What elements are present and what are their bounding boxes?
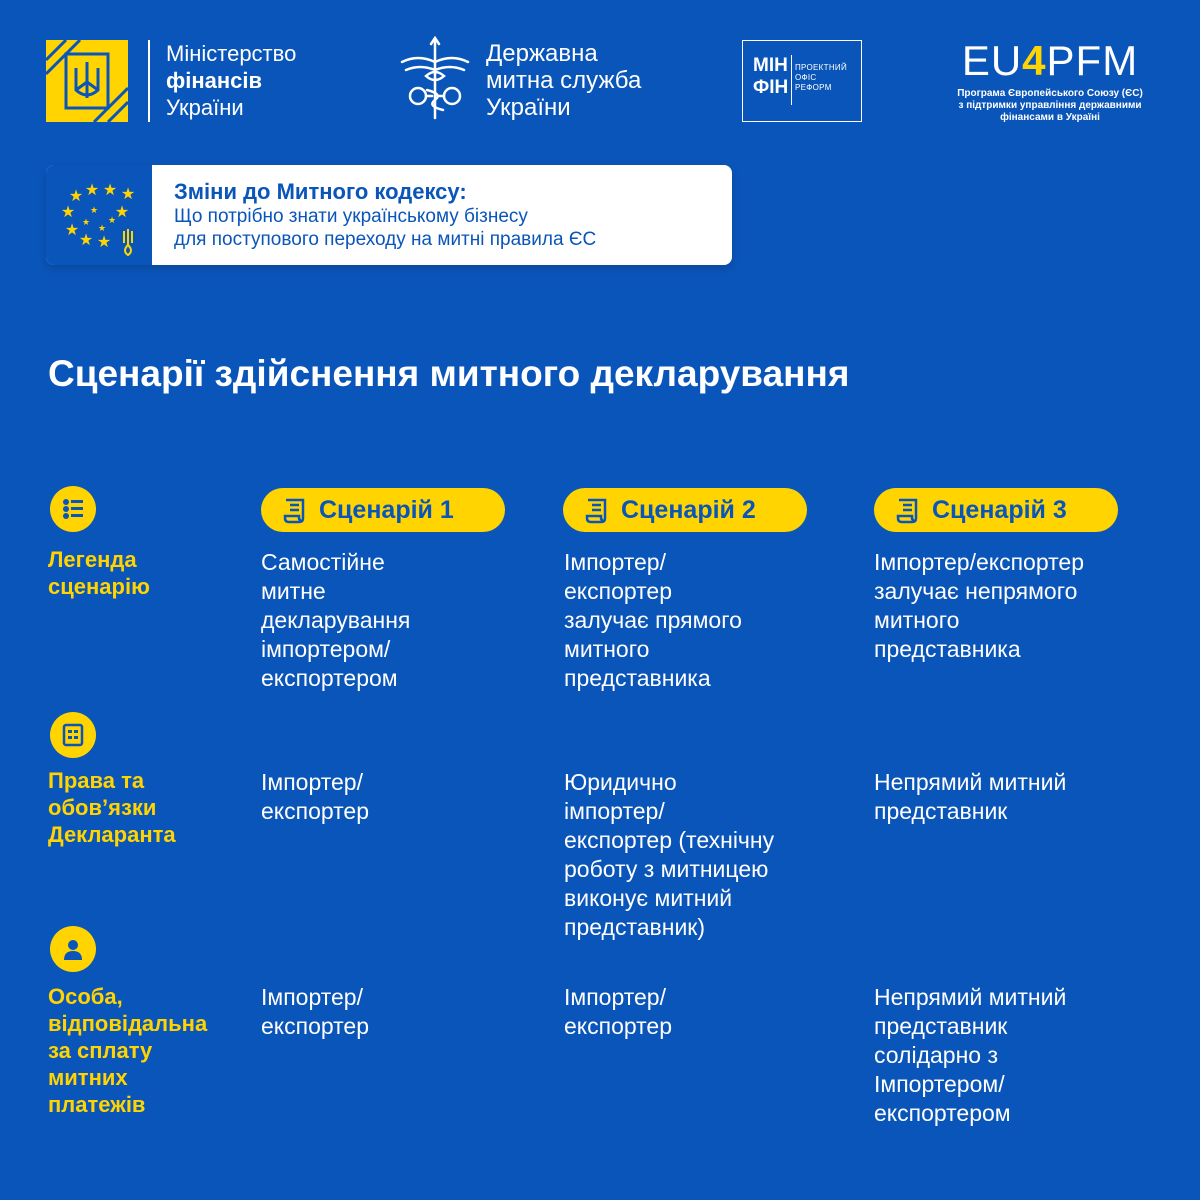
svg-text:★: ★ xyxy=(64,220,80,239)
customs-emblem-icon xyxy=(398,36,472,122)
reform-office-small-text xyxy=(795,63,847,93)
eu-flag xyxy=(46,165,152,265)
row-label-line: Права та xyxy=(48,768,145,793)
document-icon xyxy=(50,712,96,758)
cell-line: експортером xyxy=(874,1100,1011,1126)
cell-line: експортер xyxy=(261,1013,370,1039)
cell-line: Імпортер/ xyxy=(261,769,363,795)
scenario-3-label: Сценарій 3 xyxy=(932,496,1067,524)
row-label-payer xyxy=(48,983,207,1118)
eu4pfm-sub1: Програма Європейського Союзу (ЄС) xyxy=(957,88,1143,99)
svg-text:★: ★ xyxy=(81,218,91,228)
title-banner xyxy=(46,165,732,265)
customs-line2: митна служба xyxy=(486,67,642,94)
reform-office-big1: МІН xyxy=(753,55,788,76)
row-label-line: Особа, xyxy=(48,984,123,1009)
cell-line: експортер xyxy=(564,1013,673,1039)
eu4pfm-wordmark xyxy=(940,38,1160,84)
cell-line: Непрямий митний xyxy=(874,984,1067,1010)
cell-line: експортер xyxy=(261,798,370,824)
cell-line: Імпортер/ xyxy=(564,549,666,575)
row-label-line: митних xyxy=(48,1065,128,1090)
eu4pfm-logo xyxy=(940,38,1160,124)
row-label-line: за сплату xyxy=(48,1038,153,1063)
cell-line: експортером xyxy=(261,665,398,691)
trident-icon xyxy=(46,40,128,122)
cell-r3-c2 xyxy=(564,983,672,1041)
svg-text:★: ★ xyxy=(102,180,118,199)
cell-line: Непрямий митний xyxy=(874,769,1067,795)
customs-line3: України xyxy=(486,94,571,121)
cell-line: митного xyxy=(874,607,960,633)
cell-line: Імпортер/експортер xyxy=(874,549,1084,575)
banner-line2: Що потрібно знати українському бізнесу xyxy=(174,206,528,227)
cell-r1-c1 xyxy=(261,548,410,693)
cell-line: виконує митний xyxy=(564,885,733,911)
cell-line: залучає прямого xyxy=(564,607,742,633)
eu4pfm-four: 4 xyxy=(1022,37,1047,84)
cell-r1-c3 xyxy=(874,548,1084,664)
reform-office-small3: РЕФОРМ xyxy=(795,83,832,92)
cell-line: експортер xyxy=(564,578,673,604)
cell-line: представника xyxy=(874,636,1021,662)
customs-logo-text xyxy=(486,40,641,121)
svg-text:★: ★ xyxy=(68,186,84,205)
cell-line: представник) xyxy=(564,914,706,940)
cell-line: роботу з митницею xyxy=(564,856,769,882)
scroll-icon xyxy=(583,496,611,524)
banner-text xyxy=(174,179,596,251)
cell-r2-c3 xyxy=(874,768,1066,826)
cell-line: Самостійне xyxy=(261,549,385,575)
row-label-line: сценарію xyxy=(48,574,150,599)
customs-line1: Державна xyxy=(486,40,598,67)
cell-r2-c1 xyxy=(261,768,369,826)
eu4pfm-subtitle xyxy=(940,88,1160,124)
row-label-line: відповідальна xyxy=(48,1011,208,1036)
svg-text:★: ★ xyxy=(107,216,117,226)
cell-line: Імпортер/ xyxy=(564,984,666,1010)
cell-line: Юридично xyxy=(564,769,677,795)
minfin-divider xyxy=(148,40,150,122)
reform-office-small1: ПРОЕКТНИЙ xyxy=(795,63,847,72)
cell-line: солідарно з xyxy=(874,1042,999,1068)
banner-line3: для поступового переходу на митні правила ЄС xyxy=(174,229,597,250)
minfin-line1: Міністерство xyxy=(166,41,297,66)
cell-line: представника xyxy=(564,665,711,691)
scenario-2-pill xyxy=(563,488,807,532)
cell-line: представник xyxy=(874,798,1008,824)
svg-text:★: ★ xyxy=(60,202,76,221)
row-label-line: платежів xyxy=(48,1092,146,1117)
list-icon xyxy=(50,486,96,532)
scroll-icon xyxy=(894,496,922,524)
cell-line: імпортер/ xyxy=(564,798,665,824)
row-label-legend xyxy=(48,546,150,600)
svg-text:★: ★ xyxy=(84,180,100,199)
cell-line: митне xyxy=(261,578,326,604)
row-label-line: Легенда xyxy=(48,547,137,572)
cell-r2-c2 xyxy=(564,768,774,942)
cell-line: представник xyxy=(874,1013,1008,1039)
minfin-logo-emblem xyxy=(46,40,128,122)
reform-office-divider xyxy=(791,55,792,105)
reform-office-big2: ФІН xyxy=(753,77,789,98)
svg-text:★: ★ xyxy=(97,224,107,234)
scenario-2-label: Сценарій 2 xyxy=(621,496,756,524)
cell-line: митного xyxy=(564,636,650,662)
reform-office-big-text xyxy=(753,55,788,99)
row-label-line: обов’язки xyxy=(48,795,157,820)
scenario-1-pill xyxy=(261,488,505,532)
svg-text:★: ★ xyxy=(89,206,99,216)
scenario-1-label: Сценарій 1 xyxy=(319,496,454,524)
svg-text:★: ★ xyxy=(78,230,94,249)
cell-r3-c3 xyxy=(874,983,1066,1128)
banner-title: Зміни до Митного кодексу: xyxy=(174,179,467,204)
cell-line: Імпортер/ xyxy=(261,984,363,1010)
svg-text:★: ★ xyxy=(114,202,130,221)
cell-line: залучає непрямого xyxy=(874,578,1078,604)
cell-line: імпортером/ xyxy=(261,636,391,662)
eu4pfm-sub3: фінансами в Україні xyxy=(1000,112,1100,123)
scroll-icon xyxy=(281,496,309,524)
eu4pfm-pfm: PFM xyxy=(1046,37,1139,84)
cell-r1-c2 xyxy=(564,548,742,693)
reform-office-logo xyxy=(742,40,862,122)
eu-stars-icon xyxy=(46,165,152,265)
cell-line: Імпортером/ xyxy=(874,1071,1005,1097)
eu4pfm-sub2: з підтримки управління державними xyxy=(958,100,1142,111)
row-label-rights xyxy=(48,767,176,848)
eu4pfm-eu: EU xyxy=(961,37,1023,84)
page-title: Сценарії здійснення митного декларування xyxy=(48,353,850,394)
minfin-line3: України xyxy=(166,95,244,120)
person-icon xyxy=(50,926,96,972)
svg-text:★: ★ xyxy=(96,232,112,251)
cell-r3-c1 xyxy=(261,983,369,1041)
reform-office-small2: ОФІС xyxy=(795,73,817,82)
row-label-line: Декларанта xyxy=(48,822,176,847)
minfin-logo-text xyxy=(166,40,296,121)
svg-text:★: ★ xyxy=(120,184,136,203)
cell-line: експортер (технічну xyxy=(564,827,775,853)
minfin-line2: фінансів xyxy=(166,68,263,93)
scenario-3-pill xyxy=(874,488,1118,532)
cell-line: декларування xyxy=(261,607,411,633)
